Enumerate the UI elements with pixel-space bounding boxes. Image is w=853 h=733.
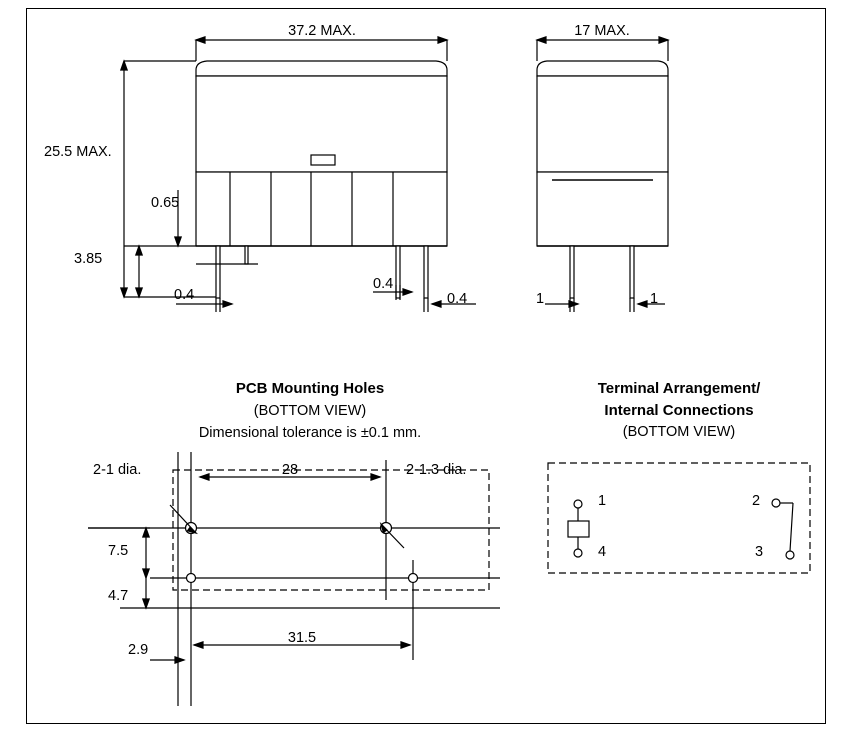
terminal-subtitle: (BOTTOM VIEW) (622, 424, 736, 440)
terminal-pin-3: 3 (755, 544, 764, 560)
terminal-pin-2: 2 (752, 493, 761, 509)
terminal-pin-4: 4 (598, 544, 607, 560)
dim-pin-thickness-mid: 0.4 (373, 276, 394, 292)
dim-hole-small: 2-1 dia. (93, 462, 142, 478)
dim-pin-offset: 0.65 (151, 195, 180, 211)
terminal-pin-1: 1 (598, 493, 607, 509)
pcb-subtitle: (BOTTOM VIEW) (253, 403, 367, 419)
dim-vert-upper: 7.5 (108, 543, 129, 559)
dim-front-height: 25.5 MAX. (44, 144, 112, 160)
dim-vert-lower: 4.7 (108, 588, 129, 604)
dim-pin-thickness-left: 0.4 (174, 287, 195, 303)
dim-span-top: 28 (281, 462, 299, 478)
dim-hole-large: 2-1.3 dia. (406, 462, 467, 478)
terminal-title-line1: Terminal Arrangement/ (597, 380, 761, 397)
dim-offset-left: 2.9 (128, 642, 149, 658)
dim-side-pin-right: 1 (650, 291, 659, 307)
pcb-note: Dimensional tolerance is ±0.1 mm. (198, 425, 422, 441)
dim-pin-length: 3.85 (74, 251, 103, 267)
dim-front-width: 37.2 MAX. (288, 23, 356, 39)
dim-pin-thickness-right: 0.4 (447, 291, 468, 307)
dim-side-width: 17 MAX. (574, 23, 630, 39)
dim-side-pin-left: 1 (536, 291, 545, 307)
terminal-title-line2: Internal Connections (604, 402, 754, 419)
pcb-title: PCB Mounting Holes (235, 380, 385, 397)
dim-span-bottom: 31.5 (287, 630, 317, 646)
